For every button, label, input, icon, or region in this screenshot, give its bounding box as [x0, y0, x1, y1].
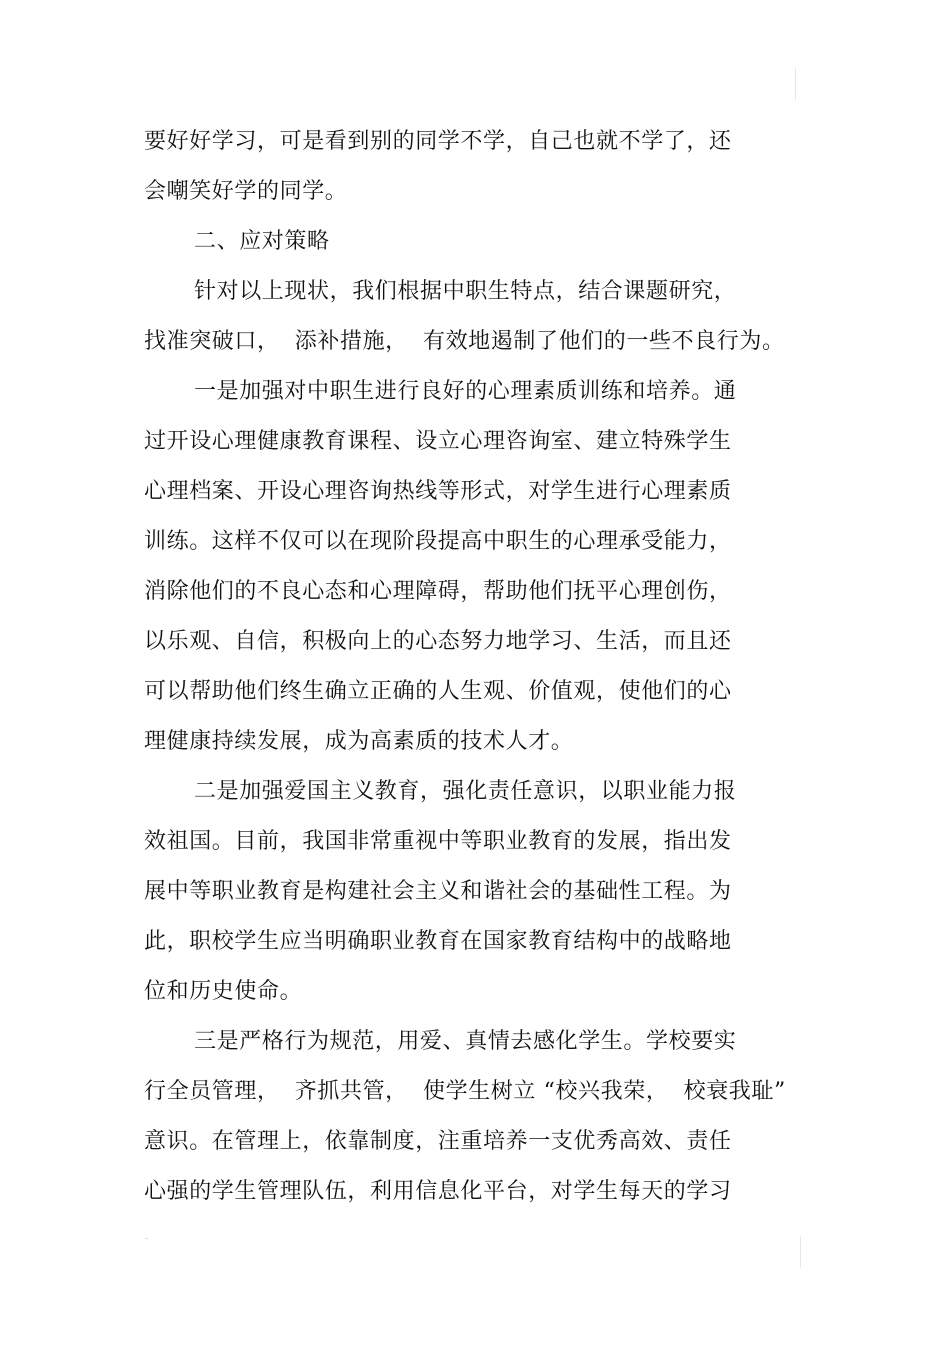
text-line: 意识。在管理上，依靠制度，注重培养一支优秀高效、责任 [144, 1129, 732, 1154]
page-edge-mark-dot [145, 1238, 148, 1239]
text-line: 消除他们的不良心态和心理障碍，帮助他们抚平心理创伤， [144, 579, 732, 604]
text-line: 位和历史使命。 [144, 979, 303, 1004]
text-line: 二是加强爱国主义教育，强化责任意识，以职业能力报 [194, 779, 737, 804]
text-line: 可以帮助他们终生确立正确的人生观、价值观，使他们的心 [144, 679, 732, 704]
text-line: 三是严格行为规范，用爱、真情去感化学生。学校要实 [194, 1029, 737, 1054]
text-line: 理健康持续发展，成为高素质的技术人才。 [144, 729, 574, 754]
text-line: 心理档案、开设心理咨询热线等形式，对学生进行心理素质 [144, 479, 732, 504]
text-line: 心强的学生管理队伍，利用信息化平台，对学生每天的学习 [144, 1179, 732, 1204]
text-line: 训练。这样不仅可以在现阶段提高中职生的心理承受能力， [144, 529, 732, 554]
text-line: 展中等职业教育是构建社会主义和谐社会的基础性工程。为 [144, 879, 732, 904]
text-line: 找准突破口， 添补措施， 有效地遏制了他们的一些不良行为。 [144, 329, 785, 354]
page-edge-mark-bottom [800, 1236, 801, 1268]
text-line: 过开设心理健康教育课程、设立心理咨询室、建立特殊学生 [144, 429, 732, 454]
page-edge-mark-top [795, 68, 796, 100]
text-line: 此，职校学生应当明确职业教育在国家教育结构中的战略地 [144, 929, 732, 954]
text-line: 行全员管理， 齐抓共管， 使学生树立 “校兴我荣， 校衰我耻” [144, 1079, 786, 1104]
text-line: 针对以上现状，我们根据中职生特点，结合课题研究， [194, 279, 737, 304]
text-line: 会嘲笑好学的同学。 [144, 179, 348, 204]
text-line: 以乐观、自信，积极向上的心态努力地学习、生活，而且还 [144, 629, 732, 654]
text-line: 要好好学习，可是看到别的同学不学，自己也就不学了，还 [144, 129, 732, 154]
text-line: 一是加强对中职生进行良好的心理素质训练和培养。通 [194, 379, 737, 404]
section-heading: 二、应对策略 [194, 229, 330, 254]
text-line: 效祖国。目前，我国非常重视中等职业教育的发展，指出发 [144, 829, 732, 854]
